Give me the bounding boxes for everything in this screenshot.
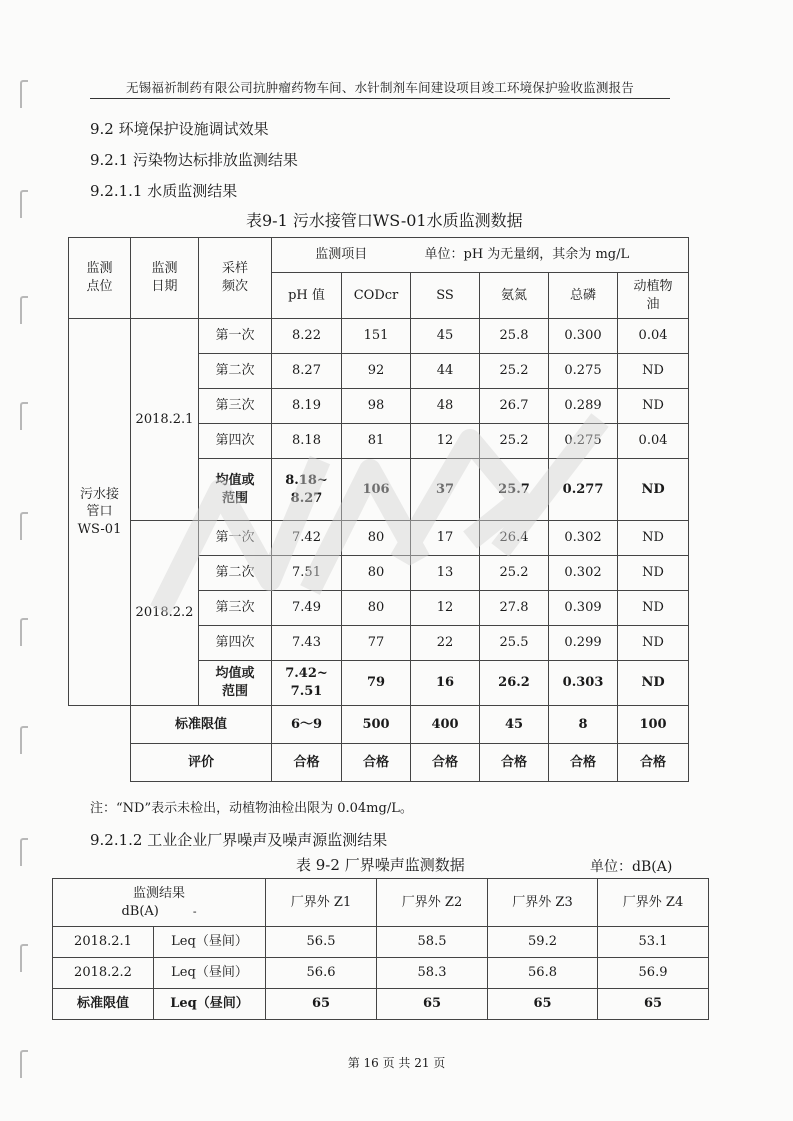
value-cell: 0.302: [549, 556, 618, 591]
type-cell: Leq（昼间）: [154, 958, 266, 989]
type-cell: Leq（昼间）: [154, 989, 266, 1020]
freq-cell: 第四次: [199, 626, 272, 661]
value-cell: 26.4: [480, 521, 549, 556]
date-cell: 2018.2.2: [131, 521, 199, 706]
limit-value: 100: [618, 706, 689, 744]
header-frequency: 采样 频次: [199, 238, 272, 319]
value-cell: 56.5: [266, 927, 377, 958]
binder-mark: [20, 402, 28, 430]
col-header: 总磷: [549, 273, 618, 319]
summary-label: 均值或 范围: [199, 661, 272, 706]
col-header: CODcr: [342, 273, 411, 319]
header-unit: 单位：pH 为无量纲，其余为 mg/L: [411, 238, 689, 273]
value-cell: 56.9: [598, 958, 709, 989]
summary-value: 26.2: [480, 661, 549, 706]
summary-value: 25.7: [480, 459, 549, 521]
summary-value: 106: [342, 459, 411, 521]
binder-mark: [20, 838, 28, 866]
value-cell: 0.299: [549, 626, 618, 661]
value-cell: 80: [342, 521, 411, 556]
value-cell: 0.309: [549, 591, 618, 626]
limit-row: [69, 706, 689, 744]
limit-value: 65: [266, 989, 377, 1020]
value-cell: 7.51: [272, 556, 342, 591]
value-cell: 92: [342, 354, 411, 389]
limit-label: 标准限值: [131, 706, 272, 744]
value-cell: 13: [411, 556, 480, 591]
limit-value: 8: [549, 706, 618, 744]
evaluation-value: 合格: [618, 744, 689, 782]
binder-mark: [20, 944, 28, 972]
evaluation-label: 评价: [131, 744, 272, 782]
value-cell: 7.42: [272, 521, 342, 556]
value-cell: ND: [618, 591, 689, 626]
value-cell: 0.300: [549, 319, 618, 354]
value-cell: 8.27: [272, 354, 342, 389]
value-cell: 8.19: [272, 389, 342, 424]
header-result: 监测结果 dB(A) -: [53, 879, 266, 927]
freq-cell: 第三次: [199, 389, 272, 424]
value-cell: 58.5: [377, 927, 488, 958]
header-point: 监测 点位: [69, 238, 131, 319]
subsubsection-heading: 9.2.1.1 水质监测结果: [90, 182, 238, 200]
evaluation-value: 合格: [480, 744, 549, 782]
summary-value: 16: [411, 661, 480, 706]
col-header: 厂界外 Z1: [266, 879, 377, 927]
noise-table: [52, 878, 709, 1020]
summary-ph: 8.18~ 8.27: [272, 459, 342, 521]
page-header: 无锡福祈制药有限公司抗肿瘤药物车间、水针制剂车间建设项目竣工环境保护验收监测报告: [90, 78, 670, 99]
freq-cell: 第二次: [199, 354, 272, 389]
evaluation-value: 合格: [342, 744, 411, 782]
evaluation-row: [69, 744, 689, 782]
value-cell: 8.18: [272, 424, 342, 459]
col-header: 氨氮: [480, 273, 549, 319]
monitoring-point: 污水接 管口 WS-01: [69, 319, 131, 706]
value-cell: 12: [411, 424, 480, 459]
limit-row: [53, 989, 709, 1020]
value-cell: 44: [411, 354, 480, 389]
value-cell: 0.04: [618, 424, 689, 459]
value-cell: 45: [411, 319, 480, 354]
type-cell: Leq（昼间）: [154, 927, 266, 958]
summary-ph: 7.42~ 7.51: [272, 661, 342, 706]
value-cell: 81: [342, 424, 411, 459]
summary-value: 37: [411, 459, 480, 521]
value-cell: 7.43: [272, 626, 342, 661]
binder-mark: [20, 726, 28, 754]
table1-note: 注：“ND”表示未检出，动植物油检出限为 0.04mg/L。: [90, 801, 413, 816]
freq-cell: 第一次: [199, 521, 272, 556]
value-cell: 77: [342, 626, 411, 661]
value-cell: ND: [618, 354, 689, 389]
freq-cell: 第一次: [199, 319, 272, 354]
col-header: 厂界外 Z4: [598, 879, 709, 927]
value-cell: 56.6: [266, 958, 377, 989]
binder-mark: [20, 512, 28, 540]
value-cell: 22: [411, 626, 480, 661]
limit-value: 6～9: [272, 706, 342, 744]
summary-value: ND: [618, 661, 689, 706]
table-row: [69, 319, 689, 354]
table1-caption: 表9-1 污水接管口WS-01水质监测数据: [246, 211, 523, 230]
col-header: SS: [411, 273, 480, 319]
page-footer: 第 16 页 共 21 页: [347, 1056, 446, 1070]
value-cell: 0.275: [549, 354, 618, 389]
value-cell: ND: [618, 389, 689, 424]
freq-cell: 第四次: [199, 424, 272, 459]
value-cell: 56.8: [488, 958, 598, 989]
binder-mark: [20, 618, 28, 646]
value-cell: 59.2: [488, 927, 598, 958]
date-cell: 2018.2.1: [131, 319, 199, 521]
subsection-heading: 9.2.1 污染物达标排放监测结果: [90, 151, 298, 169]
value-cell: 98: [342, 389, 411, 424]
blank-cell: [69, 744, 131, 782]
header-date: 监测 日期: [131, 238, 199, 319]
limit-value: 65: [488, 989, 598, 1020]
value-cell: 7.49: [272, 591, 342, 626]
value-cell: 80: [342, 556, 411, 591]
summary-value: ND: [618, 459, 689, 521]
limit-value: 500: [342, 706, 411, 744]
table2-caption: 表 9-2 厂界噪声监测数据: [296, 856, 465, 874]
value-cell: 25.8: [480, 319, 549, 354]
date-cell: 2018.2.1: [53, 927, 154, 958]
limit-value: 65: [377, 989, 488, 1020]
table-row: [69, 521, 689, 556]
limit-value: 65: [598, 989, 709, 1020]
value-cell: 0.04: [618, 319, 689, 354]
evaluation-value: 合格: [272, 744, 342, 782]
evaluation-value: 合格: [411, 744, 480, 782]
value-cell: 27.8: [480, 591, 549, 626]
col-header: 动植物油: [618, 273, 689, 319]
value-cell: 17: [411, 521, 480, 556]
value-cell: 26.7: [480, 389, 549, 424]
value-cell: 80: [342, 591, 411, 626]
freq-cell: 第三次: [199, 591, 272, 626]
value-cell: 25.2: [480, 556, 549, 591]
date-cell: 2018.2.2: [53, 958, 154, 989]
value-cell: 12: [411, 591, 480, 626]
value-cell: 0.302: [549, 521, 618, 556]
value-cell: 58.3: [377, 958, 488, 989]
value-cell: 0.289: [549, 389, 618, 424]
value-cell: 0.275: [549, 424, 618, 459]
evaluation-value: 合格: [549, 744, 618, 782]
limit-label: 标准限值: [53, 989, 154, 1020]
limit-value: 400: [411, 706, 480, 744]
binder-mark: [20, 296, 28, 324]
summary-value: 0.277: [549, 459, 618, 521]
summary-value: 0.303: [549, 661, 618, 706]
table-row: [53, 958, 709, 989]
value-cell: 25.2: [480, 424, 549, 459]
table-row: [53, 927, 709, 958]
col-header: 厂界外 Z3: [488, 879, 598, 927]
value-cell: 25.2: [480, 354, 549, 389]
binder-mark: [20, 80, 28, 108]
value-cell: 8.22: [272, 319, 342, 354]
section-heading: 9.2 环境保护设施调试效果: [90, 120, 269, 138]
value-cell: 53.1: [598, 927, 709, 958]
subsubsection-heading: 9.2.1.2 工业企业厂界噪声及噪声源监测结果: [90, 831, 388, 849]
value-cell: ND: [618, 556, 689, 591]
header-items: 监测项目: [272, 238, 411, 273]
table2-unit: 单位：dB(A): [590, 859, 673, 875]
value-cell: ND: [618, 521, 689, 556]
col-header: pH 值: [272, 273, 342, 319]
blank-cell: [69, 706, 131, 744]
water-quality-table: [68, 237, 689, 782]
col-header: 厂界外 Z2: [377, 879, 488, 927]
value-cell: 48: [411, 389, 480, 424]
value-cell: 151: [342, 319, 411, 354]
limit-value: 45: [480, 706, 549, 744]
summary-label: 均值或 范围: [199, 459, 272, 521]
summary-value: 79: [342, 661, 411, 706]
binder-mark: [20, 190, 28, 218]
value-cell: 25.5: [480, 626, 549, 661]
freq-cell: 第二次: [199, 556, 272, 591]
value-cell: ND: [618, 626, 689, 661]
